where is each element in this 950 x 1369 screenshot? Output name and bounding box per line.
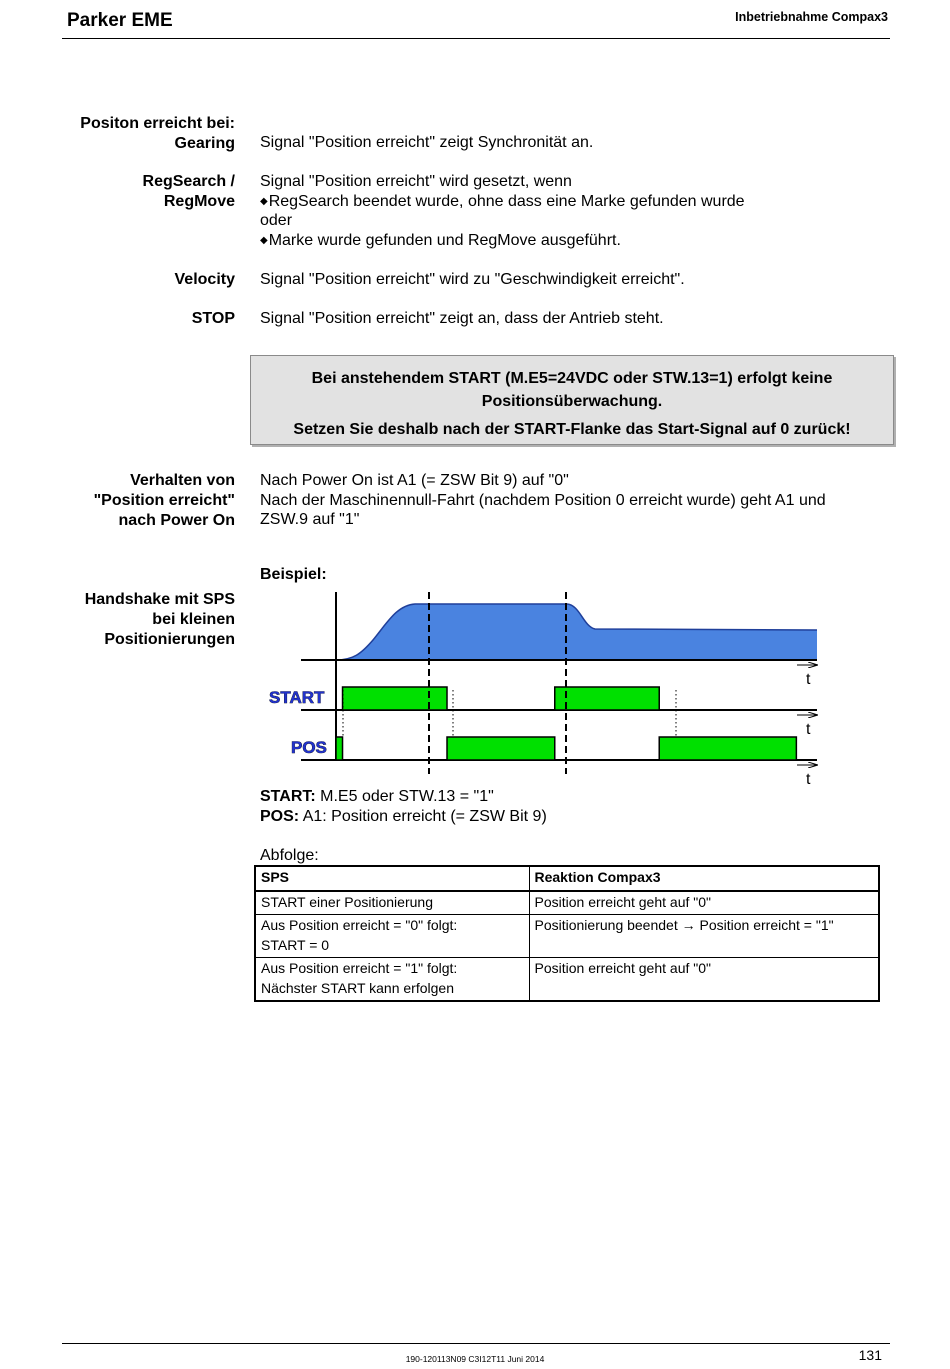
header-section-title: Inbetriebnahme Compax3 [735, 10, 888, 24]
regsearch-label-line2: RegMove [163, 193, 235, 210]
power-on-line-2: Nach der Maschinennull-Fahrt (nachdem Position 0 erreicht wurde) geht A1 und [260, 491, 826, 509]
table-cell-sps: Aus Position erreicht = "0" folgt: START = 0 [255, 915, 529, 958]
notice-line-1: Bei anstehendem START (M.E5=24VDC oder STW.13=1) erfolgt keine [311, 370, 833, 387]
notice-box [250, 355, 894, 445]
gearing-label-line2: Gearing [174, 135, 235, 152]
velocity-label: Velocity [174, 271, 235, 288]
pos-pulse [659, 737, 796, 760]
timing-diagram [255, 590, 830, 790]
start-signal-label: START [269, 688, 325, 707]
regsearch-bullet-1: ◆RegSearch beendet wurde, ohne dass eine Marke gefunden wurde [260, 192, 745, 210]
pos-signal-label: POS [291, 738, 327, 757]
sequence-title: Abfolge: [260, 847, 319, 864]
header-rule [62, 38, 890, 39]
time-axis-label: t [806, 671, 811, 688]
table-header-sps: SPS [255, 866, 529, 891]
start-pulse [555, 687, 659, 710]
notice-line-2: Positionsüberwachung. [481, 393, 663, 410]
table-row [255, 891, 879, 915]
stop-label: STOP [191, 310, 235, 327]
power-on-label-line3: nach Power On [118, 512, 235, 529]
gearing-text: Signal "Position erreicht" zeigt Synchronität an. [260, 134, 594, 151]
handshake-label-line1: Handshake mit SPS [84, 591, 235, 608]
power-on-text [260, 471, 826, 530]
table-cell-reaction: Position erreicht geht auf "0" [529, 958, 879, 1002]
regsearch-connector: oder [260, 212, 293, 229]
gearing-label [80, 114, 235, 154]
handshake-label-line2: bei kleinen [152, 611, 235, 628]
diamond-bullet-icon: ◆ [260, 234, 268, 246]
time-axis-label: t [806, 721, 811, 738]
table-header-reaction: Reaktion Compax3 [529, 866, 879, 891]
start-pulse [343, 687, 447, 710]
signal-legend [260, 787, 547, 826]
table-cell-sps: Aus Position erreicht = "1" folgt: Nächster START kann erfolgen [255, 958, 529, 1002]
power-on-line-3: ZSW.9 auf "1" [260, 511, 360, 528]
pos-pulse [336, 737, 343, 760]
pos-pulse [447, 737, 555, 760]
diamond-bullet-icon: ◆ [260, 195, 268, 207]
table-row [255, 915, 879, 958]
notice-line-3: Setzen Sie deshalb nach der START-Flanke das Start-Signal auf 0 zurück! [293, 421, 851, 438]
power-on-label-line1: Verhalten von [130, 472, 235, 489]
regsearch-intro: Signal "Position erreicht" wird gesetzt, wenn [260, 173, 572, 190]
table-cell-reaction: Position erreicht geht auf "0" [529, 891, 879, 915]
velocity-profile-area [336, 604, 817, 660]
power-on-label-line2: "Position erreicht" [93, 492, 235, 509]
regsearch-label-line1: RegSearch / [142, 173, 235, 190]
sequence-table [254, 865, 880, 1002]
table-header-row [255, 866, 879, 891]
time-axis-label: t [806, 771, 811, 788]
power-on-line-1: Nach Power On ist A1 (= ZSW Bit 9) auf "0" [260, 472, 569, 489]
arrow-right-icon: → [681, 917, 696, 933]
legend-start: START: M.E5 oder STW.13 = "1" [260, 788, 494, 805]
page-number: 131 [858, 1347, 882, 1363]
example-title: Beispiel: [260, 566, 327, 583]
regsearch-label [143, 172, 235, 212]
stop-text: Signal "Position erreicht" zeigt an, dass der Antrieb steht. [260, 310, 664, 327]
footer-rule [62, 1343, 890, 1344]
regsearch-bullet-2: ◆Marke wurde gefunden und RegMove ausgeführt. [260, 231, 621, 249]
table-cell-sps: START einer Positionierung [255, 891, 529, 915]
gearing-label-line1: Positon erreicht bei: [80, 115, 235, 132]
handshake-label-line3: Positionierungen [104, 631, 235, 648]
legend-pos: POS: A1: Position erreicht (= ZSW Bit 9) [260, 807, 547, 825]
handshake-label [85, 590, 235, 650]
table-cell-reaction: Positionierung beendet → Position erreicht = "1" [529, 915, 879, 958]
velocity-text: Signal "Position erreicht" wird zu "Geschwindigkeit erreicht". [260, 271, 685, 288]
start-pulses [343, 687, 660, 710]
regsearch-text [260, 172, 745, 250]
notice-line-1-group [251, 367, 893, 413]
power-on-label [94, 471, 235, 531]
table-row [255, 958, 879, 1002]
footer-doc-id: 190-120113N09 C3I12T11 Juni 2014 [405, 1354, 545, 1364]
header-brand: Parker EME [67, 10, 173, 31]
